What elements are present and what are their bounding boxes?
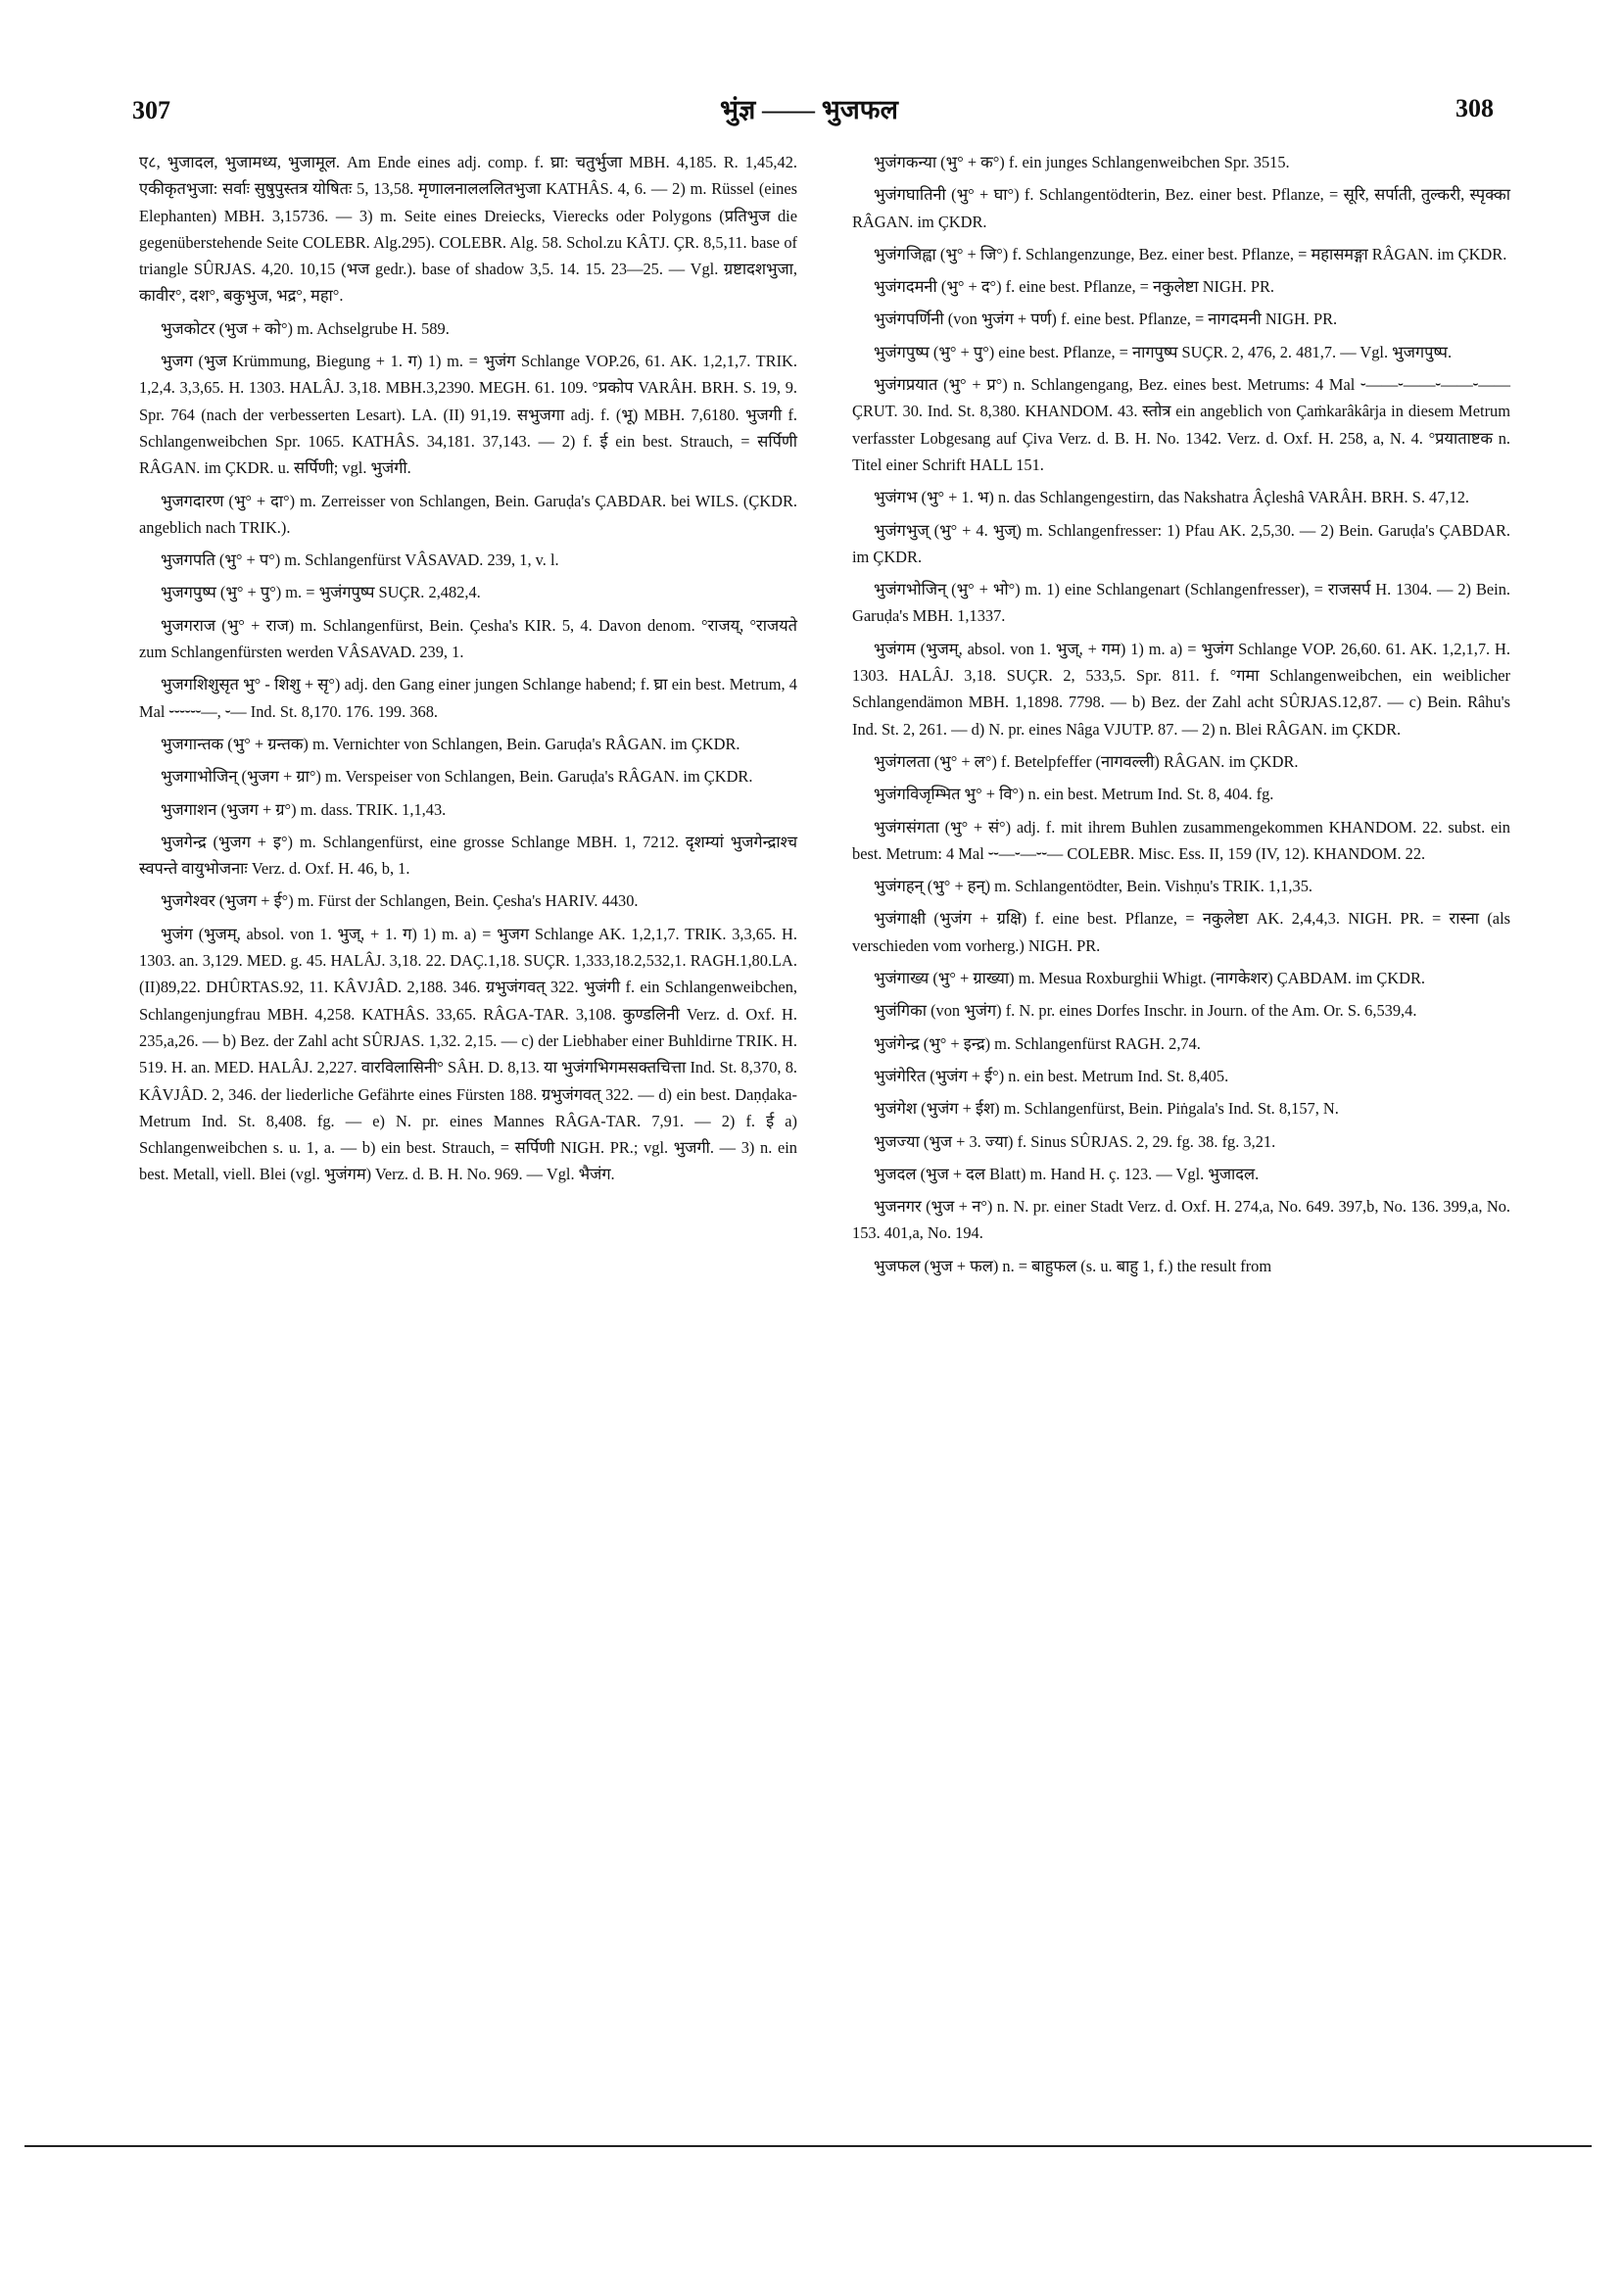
dictionary-entry: भुजंगदमनी (भु° + द°) f. eine best. Pflanze, = नकुलेष्टा NIGH. PR. xyxy=(874,277,1275,297)
right-page-number: 308 xyxy=(1455,94,1494,122)
dictionary-entry: भुजंगजिह्वा (भु° + जि°) f. Schlangenzunge, Bez. einer best. Pflanze, = महासमङ्गा RÂGAN. im ÇKDR. xyxy=(874,244,1507,263)
dictionary-entry: भुजंगपर्णिनी (von भुजंग + पर्ण) f. eine best. Pflanze, = नागदमनी NIGH. PR. xyxy=(874,310,1338,329)
dictionary-entry: भुजंगभोजिन् (भु° + भो°) m. 1) eine Schlangenart (Schlangenfresser), = राजसर्प H. 1304. — 2) Bein. Garuḍa's MBH. 1,1337. xyxy=(852,580,1510,626)
left-column xyxy=(139,149,797,1194)
dictionary-entry: भुजंगहन् (भु° + हन्) m. Schlangentödter, Bein. Vishṇu's TRIK. 1,1,35. xyxy=(874,877,1312,896)
dictionary-entry: भुजंगघातिनी (भु° + घा°) f. Schlangentödterin, Bez. einer best. Pflanze, = सूरि, सर्पाती, तुल्करी, स्पृक्का RÂGAN. im ÇKDR. xyxy=(852,185,1510,231)
dictionary-entry: भुजंगसंगता (भु° + सं°) adj. f. mit ihrem Buhlen zusammengekommen KHANDOM. 22. subst. ein best. Metrum: 4 Mal ⏑⏑—⏑—⏑⏑— COLEBR. Misc. Ess. II, 159 (IV, 12). KHANDOM. 22. xyxy=(852,817,1510,863)
dictionary-entry: भुजंगप्रयात (भु° + प्र°) n. Schlangengang, Bez. eines best. Metrums: 4 Mal ⏑——⏑——⏑——⏑—— ÇRUT. 30. Ind. St. 8,380. KHANDOM. 43. स्तोत्र ein angeblich von Çaṁkarâkârja in diesem Metrum verfasster Lobgesang auf Çiva Verz. d. B. H. No. 1342. Verz. d. Oxf. H. 258, a, N. 4. °प्रयाताष्टक n. Titel einer Schrift HALL 151. xyxy=(852,375,1510,474)
dictionary-entry: भुजगदारण (भु° + दा°) m. Zerreisser von Schlangen, Bein. Garuḍa's ÇABDAR. bei WILS. (ÇKDR. angeblich nach TRIK.). xyxy=(139,491,797,537)
dictionary-entry: भुजज्या (भुज + 3. ज्या) f. Sinus SÛRJAS. 2, 29. fg. 38. fg. 3,21. xyxy=(874,1131,1276,1151)
dictionary-entry: भुजगपति (भु° + प°) m. Schlangenfürst VÂSAVAD. 239, 1, v. l. xyxy=(161,550,559,570)
dictionary-entry: भुजगपुष्प (भु° + पु°) m. = भुजंगपुष्प SUÇR. 2,482,4. xyxy=(161,583,481,602)
dictionary-entry: ए८, भुजादल, भुजामध्य, भुजामूल. Am Ende eines adj. comp. f. घ्रा: चतुर्भुजा MBH. 4,185. R. 1,45,42. एकीकृतभुजा: सर्वाः सुषुपुस्तत्र योषितः 5, 13,58. मृणालनालललितभुजा KATHÂS. 4, 6. — 2) m. Rüssel (eines Elephanten) MBH. 3,15736. — 3) m. Seite eines Dreiecks, Vierecks oder Polygons (प्रतिभुज die gegenüberstehende Seite COLEBR. Alg.295). COLEBR. Alg. 58. Schol.zu KÂTJ. ÇR. 8,5,11. base of triangle SÛRJAS. 4,20. 10,15 (भज gedr.). base of shadow 3,5. 14. 15. 23—25. — Vgl. ग्रष्टादशभुजा, कावीर°, दश°, बकुभुज, भद्र°, महा°. xyxy=(139,153,797,306)
dictionary-entry: भुजगराज (भु° + राज) m. Schlangenfürst, Bein. Çesha's KIR. 5, 4. Davon denom. °राजय्, °राजयते zum Schlangenfürsten werden VÂSAVAD. 239, 1. xyxy=(139,615,797,662)
right-column xyxy=(852,149,1510,1285)
dictionary-entry: भुजगाभोजिन् (भुजग + ग्रा°) m. Verspeiser von Schlangen, Bein. Garuḍa's RÂGAN. im ÇKDR. xyxy=(161,767,753,787)
dictionary-entry: भुजंगभ (भु° + 1. भ) n. das Schlangengestirn, das Nakshatra Âçleshâ VARÂH. BRH. S. 47,12. xyxy=(874,488,1470,507)
dictionary-entry: भुजंगविजृम्भित भु° + वि°) n. ein best. Metrum Ind. St. 8, 404. fg. xyxy=(874,785,1274,804)
dictionary-entry: भुजग (भुज Krümmung, Biegung + 1. ग) 1) m. = भुजंग Schlange VOP.26, 61. AK. 1,2,1,7. TRIK. 1,2,4. 3,3,65. H. 1303. HALÂJ. 3,18. MBH.3,2390. MEGH. 61. 109. °प्रकोप VARÂH. BRH. S. 19, 9. Spr. 764 (nach der verbesserten Lesart). LA. (II) 91,19. सभुजगा adj. f. (भू) MBH. 7,6180. भुजगी f. Schlangenweibchen Spr. 1065. KATHÂS. 34,181. 37,143. — 2) f. ई ein best. Strauch, = सर्पिणी RÂGAN. im ÇKDR. u. सर्पिणी; vgl. भुजंगी. xyxy=(139,352,797,478)
dictionary-entry: भुजंगकन्या (भु° + क°) f. ein junges Schlangenweibchen Spr. 3515. xyxy=(874,153,1290,171)
dictionary-entry: भुजंगम (भुजम्, absol. von 1. भुज्, + गम) 1) m. a) = भुजंग Schlange VOP. 26,60. 61. AK. 1,2,1,7. H. 1303. HALÂJ. 3,18. SUÇR. 2, 533,5. Spr. 811. f. °गमा Schlangenweibchen, ein weiblicher Schlangendämon MBH. 1,1898. 7798. — b) Bez. der Zahl acht SÛRJAS.12,87. — c) Bein. Râhu's Ind. St. 2, 261. — d) N. pr. eines Nâga VJUTP. 87. — 2) n. Blei RÂGAN. im ÇKDR. xyxy=(852,639,1510,739)
dictionary-entry: भुजफल (भुज + फल) n. = बाहुफल (s. u. बाहु 1, f.) the result from xyxy=(874,1256,1272,1275)
dictionary-entry: भुजंगेरित (भुजंग + ई°) n. ein best. Metrum Ind. St. 8,405. xyxy=(874,1066,1229,1085)
bottom-rule xyxy=(24,2145,1592,2147)
dictionary-entry: भुजगेश्वर (भुजग + ई°) m. Fürst der Schlangen, Bein. Çesha's HARIV. 4430. xyxy=(161,891,639,911)
dictionary-entry: भुजगशिशुसृत भु° - शिशु + सृ°) adj. den Gang einer jungen Schlange habend; f. घ्रा ein best. Metrum, 4 Mal ⏑⏑⏑⏑⏑⏑—, ⏑— Ind. St. 8,170. 176. 199. 368. xyxy=(139,675,797,721)
dictionary-entry: भुजंगपुष्प (भु° + पु°) eine best. Pflanze, = नागपुष्प SUÇR. 2, 476, 2. 481,7. — Vgl. भुजगपुष्प. xyxy=(874,342,1453,361)
dictionary-entry: भुजनगर (भुज + न°) n. N. pr. einer Stadt Verz. d. Oxf. H. 274,a, No. 649. 397,b, No. 136. 399,a, No. 153. 401,a, No. 194. xyxy=(852,1197,1510,1243)
running-head: भुंज्ञ —— भुजफल xyxy=(720,95,898,124)
dictionary-entry: भुजंगभुज् (भु° + 4. भुज्) m. Schlangenfresser: 1) Pfau AK. 2,5,30. — 2) Bein. Garuḍa's ÇABDAR. im ÇKDR. xyxy=(852,520,1510,566)
dictionary-entry: भुजंगिका (von भुजंग) f. N. pr. eines Dorfes Inschr. in Journ. of the Am. Or. S. 6,539,4. xyxy=(874,1001,1417,1021)
page-header xyxy=(132,90,1494,129)
dictionary-entry: भुजंग (भुजम्, absol. von 1. भुज्, + 1. ग) 1) m. a) = भुजग Schlange AK. 1,2,1,7. TRIK. 3,3,65. H. 1303. an. 3,129. MED. g. 45. HALÂJ. 3,18. 22. DAÇ.1,18. SUÇR. 1,333,18.2,532,1. RAGH.1,80.LA.(II)89,22. DHÛRTAS.92, 11. KÂVJÂD. 2,188. 346. ग्रभुजंगवत् 322. भुजंगी f. ein Schlangenweibchen, Schlangenjungfrau MBH. 4,258. KATHÂS. 33,65. RÂGA-TAR. 3,108. कुण्डलिनी Verz. d. Oxf. H. 235,a,26. — b) Bez. der Zahl acht SÛRJAS. 1,32. 2,15. — c) der Liebhaber einer Buhldirne TRIK. H. 519. H. an. MED. HALÂJ. 2,227. वारविलासिनी° SÂH. D. 8,13. या भुजंगभिगमसक्तचित्ता Ind. St. 8,370, 8. KÂVJÂD. 2, 346. der liederliche Gefährte eines Fürsten 188. ग्रभुजंगवत् 322. — d) ein best. Daṇḍaka-Metrum Ind. St. 8,408. fg. — e) N. pr. eines Mannes RÂGA-TAR. 7,91. — 2) f. ई a) Schlangenweibchen s. u. 1, a. — b) ein best. Strauch, = सर्पिणी NIGH. PR.; vgl. भुजगी. — 3) n. ein best. Metall, viell. Blei (vgl. भुजंगम) Verz. d. B. H. No. 969. — Vgl. भैजंग. xyxy=(139,924,798,1184)
dictionary-entry: भुजंगेश (भुजंग + ईश) m. Schlangenfürst, Bein. Piṅgala's Ind. St. 8,157, N. xyxy=(874,1099,1339,1119)
dictionary-entry: भुजंगेन्द्र (भु° + इन्द्र) m. Schlangenfürst RAGH. 2,74. xyxy=(874,1033,1201,1053)
dictionary-entry: भुजगान्तक (भु° + ग्रन्तक) m. Vernichter von Schlangen, Bein. Garuḍa's RÂGAN. im ÇKDR. xyxy=(161,734,740,753)
dictionary-entry: भुजंगाक्षी (भुजंग + ग्रक्षि) f. eine best. Pflanze, = नकुलेष्टा AK. 2,4,4,3. NIGH. PR. = रास्ना (als verschieden vom vorherg.) NIGH. PR. xyxy=(852,909,1510,955)
dictionary-entry: भुजदल (भुज + दल Blatt) m. Hand H. ç. 123. — Vgl. भुजादल. xyxy=(874,1164,1260,1183)
dictionary-entry: भुजंगलता (भु° + ल°) f. Betelpfeffer (नागवल्ली) RÂGAN. im ÇKDR. xyxy=(874,751,1299,771)
left-page-number: 307 xyxy=(132,96,170,124)
dictionary-entry: भुजगेन्द्र (भुजग + इ°) m. Schlangenfürst, eine grosse Schlange MBH. 1, 7212. दृशम्यां भुजगेन्द्राश्च स्वपन्ते वायुभोजनाः Verz. d. Oxf. H. 46, b, 1. xyxy=(139,832,797,879)
dictionary-entry: भुजंगाख्य (भु° + ग्राख्या) m. Mesua Roxburghii Whigt. (नागकेशर) ÇABDAM. im ÇKDR. xyxy=(874,969,1425,988)
dictionary-entry: भुजकोटर (भुज + को°) m. Achselgrube H. 589. xyxy=(161,318,450,338)
dictionary-entry: भुजगाशन (भुजग + ग्र°) m. dass. TRIK. 1,1,43. xyxy=(161,799,447,819)
